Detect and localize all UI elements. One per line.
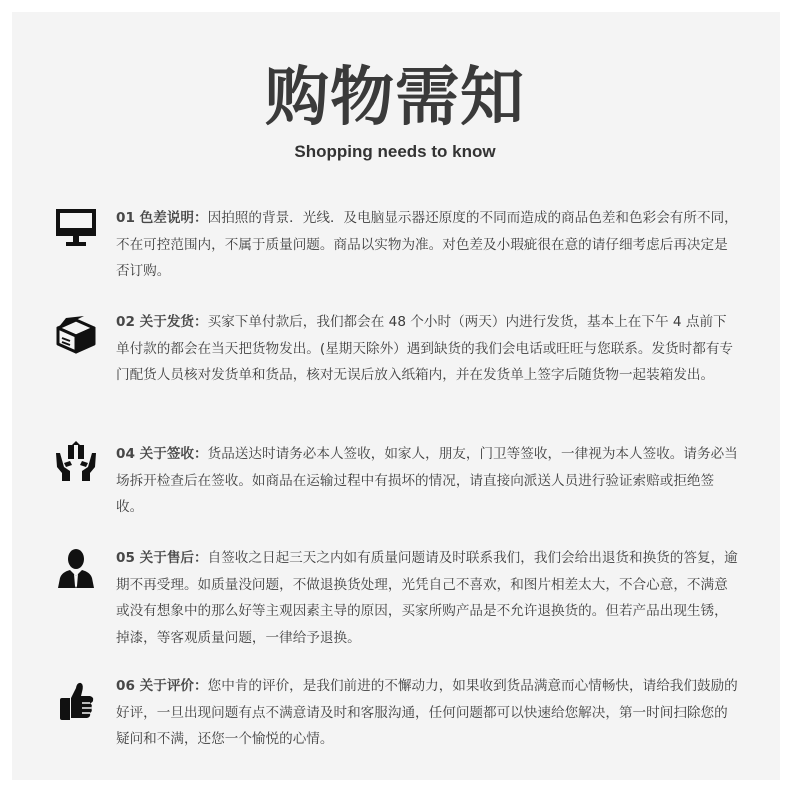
item-body: 货品送达时请务必本人签收，如家人，朋友，门卫等签收，一律视为本人签收。请务必当场拆开检查后在签收。如商品在运输过程中有损坏的情况，请直接向派送人员进行验证索赔或拒绝签收。 <box>116 446 738 515</box>
item-heading: 06 关于评价： <box>116 678 208 694</box>
box-icon <box>54 314 98 354</box>
thumbs-up-icon <box>54 680 98 720</box>
hands-package-icon <box>54 441 98 481</box>
item-body: 您中肯的评价，是我们前进的不懈动力，如果收到货品满意而心情畅快，请给我们鼓励的好评，一旦出现问题有点不满意请及时和客服沟通，任何问题都可以快速给您解决，第一时间扫除您的疑问和不满，还您一个愉悦的心情。 <box>116 678 738 747</box>
page-title: 购物需知 <box>265 61 525 135</box>
item-body: 买家下单付款后，我们都会在 48 个小时（两天）内进行发货，基本上在下午 4 点前下单付款的都会在当天把货物发出。(星期天除外）遇到缺货的我们会电话或旺旺与您联系。发货时都有专门配货人员核对发货单和货品，核对无误后放入纸箱内，并在发货单上签字后随货物一起装箱发出。 <box>116 314 734 383</box>
item-heading: 05 关于售后： <box>116 550 208 566</box>
item-heading: 04 关于签收： <box>116 446 208 462</box>
item-heading: 02 关于发货： <box>116 314 208 330</box>
item-heading: 01 色差说明： <box>116 210 208 226</box>
page-subtitle: Shopping needs to know <box>294 142 496 161</box>
item-body: 自签收之日起三天之内如有质量问题请及时联系我们，我们会给出退货和换货的答复，逾期不再受理。如质量没问题，不做退换货处理，光凭自己不喜欢，和图片相差太大，不合心意，不满意或没有想象中的那么好等主观因素主导的原因，买家所购产品是不允许退换货的。但若产品出现生锈，掉漆，等客观质量问题，一律给予退换。 <box>116 550 738 646</box>
monitor-icon <box>54 208 98 248</box>
item-body: 因拍照的背景．光线．及电脑显示器还原度的不同而造成的商品色差和色彩会有所不同，不在可控范围内，不属于质量问题。商品以实物为准。对色差及小瑕疵很在意的请仔细考虑后再决定是否订购。 <box>116 210 738 279</box>
person-icon <box>54 548 98 588</box>
